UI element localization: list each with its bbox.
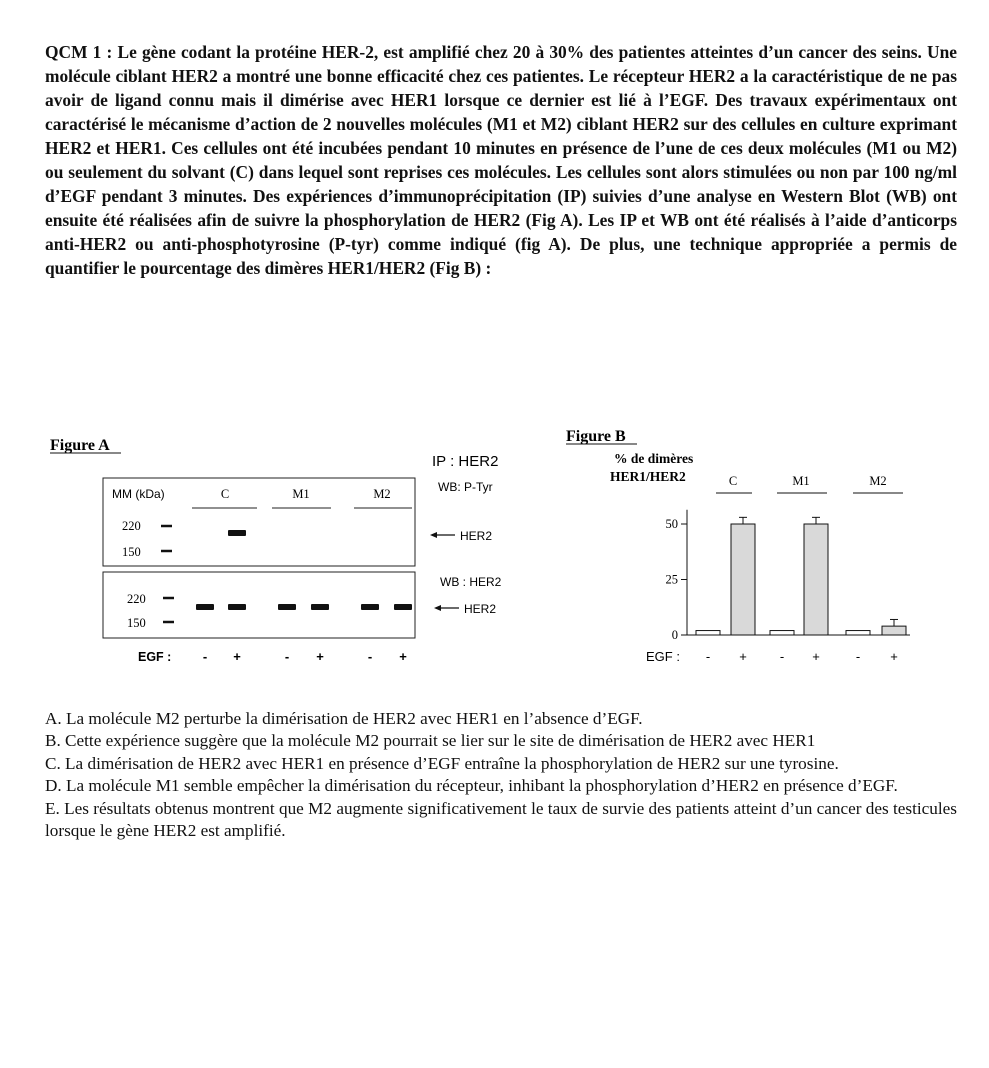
bar: [696, 631, 720, 635]
answer-option-b[interactable]: B. Cette expérience suggère que la molécule M2 pourrait se lier sur le site de dimérisation de HER2 avec HER1: [45, 731, 816, 751]
top-her2-label: HER2: [460, 529, 493, 543]
bar: [804, 524, 828, 635]
figure-a-egf-sign: -: [202, 649, 208, 664]
figure-b-egf-sign: +: [739, 649, 747, 664]
figure-b-group-label: C: [728, 474, 738, 488]
figure-b-group-label: M2: [869, 474, 887, 488]
lane-group-c: C: [220, 487, 230, 501]
bar: [731, 524, 755, 635]
bar: [846, 631, 870, 635]
bottom-blot-band: [228, 604, 246, 610]
top-her2-arrow-head: [430, 532, 437, 538]
bottom-blot-band: [196, 604, 214, 610]
ip-label: IP : HER2: [432, 453, 499, 470]
lane-group-m2: M2: [373, 487, 391, 501]
bar: [882, 626, 906, 635]
bottom-wb-label: WB : HER2: [440, 575, 502, 589]
figure-b-ylabel-line2: HER1/HER2: [610, 469, 686, 484]
answer-option-c[interactable]: C. La dimérisation de HER2 avec HER1 en présence d’EGF entraîne la phosphorylation de HER2 sur une tyrosine.: [45, 753, 839, 773]
marker-220-bottom: 220: [127, 592, 146, 606]
mm-label: MM (kDa): [112, 487, 165, 501]
figure-b-ylabel-line1: % de dimères: [614, 451, 694, 466]
bottom-her2-arrow-head: [434, 605, 441, 611]
y-tick-label: 0: [671, 628, 678, 642]
figure-b-egf-sign: +: [890, 649, 898, 664]
answer-option-e[interactable]: E. Les résultats obtenus montrent que M2 augmente significativement le taux de survie des patients atteint d’un cancer des testicules lorsque le gène HER2 est amplifié.: [45, 798, 957, 841]
figure-a-egf-sign: +: [399, 649, 407, 664]
answer-option-d[interactable]: D. La molécule M1 semble empêcher la dimérisation du récepteur, inhibant la phosphorylation d’HER2 en présence d’EGF.: [45, 776, 898, 796]
figure-b-group-label: M1: [792, 474, 810, 488]
figure-a-title: Figure A: [50, 437, 110, 454]
figure-b-egf-sign: -: [855, 649, 861, 664]
bottom-blot-band: [394, 604, 412, 610]
lane-group-m1: M1: [292, 487, 310, 501]
figure-b-title: Figure B: [566, 428, 626, 445]
figure-a-egf-sign: +: [233, 649, 241, 664]
y-tick-label: 50: [665, 517, 678, 531]
figure-a-egf-sign: -: [367, 649, 373, 664]
marker-150-top: 150: [122, 545, 141, 559]
answer-option-a[interactable]: A. La molécule M2 perturbe la dimérisation de HER2 avec HER1 en l’absence d’EGF.: [45, 709, 643, 728]
figure-a-egf-sign: +: [316, 649, 324, 664]
top-wb-label: WB: P-Tyr: [438, 480, 493, 494]
figure-a-egf-label: EGF :: [138, 650, 172, 664]
marker-220-top: 220: [122, 519, 141, 533]
figure-b-egf-sign: +: [812, 649, 820, 664]
figure-b-egf-sign: -: [779, 649, 785, 664]
bottom-blot-band: [361, 604, 379, 610]
marker-150-bottom: 150: [127, 616, 146, 630]
figure-b-egf-label: EGF :: [646, 649, 680, 664]
question-stem: QCM 1 : Le gène codant la protéine HER-2, est amplifié chez 20 à 30% des patientes atteintes d’un cancer des seins. Une molécule ciblant HER2 a montré une bonne efficacité chez ces patientes. Le récepteur HER2 a la caractéristique de ne pas avoir de ligand connu mais il dimérise avec HER1 lorsque ce dernier est lié à l’EGF. Des travaux expérimentaux ont caractérisé le mécanisme d’action de 2 nouvelles molécules (M1 et M2) ciblant HER2 sur des cellules en culture exprimant HER2 et HER1. Ces cellules ont été incubées pendant 10 minutes en présence de l’une de ces deux molécules (M1 ou M2) ou seulement du solvant (C) dans lequel sont reprises ces molécules. Les cellules sont alors stimulées ou non par 100 ng/ml d’EGF pendant 3 minutes. Des expériences d’immunoprécipitation (IP) suivies d’une analyse en Western Blot (WB) ont ensuite été réalisées afin de suivre la phosphorylation de HER2 (Fig A). Les IP et WB ont été réalisés à l’aide d’anticorps anti-HER2 ou anti-phosphotyrosine (P-tyr) comme indiqué (fig A). De plus, une technique appropriée a permis de quantifier le pourcentage des dimères HER1/HER2 (Fig B) :: [45, 42, 957, 278]
top-blot-band: [228, 530, 246, 536]
answer-options: [45, 708, 957, 842]
figure-b-egf-sign: -: [705, 649, 711, 664]
bottom-her2-label: HER2: [464, 602, 497, 616]
bottom-blot-band: [311, 604, 329, 610]
figure-a-egf-sign: -: [284, 649, 290, 664]
bar: [770, 631, 794, 635]
bottom-blot-band: [278, 604, 296, 610]
y-tick-label: 25: [665, 572, 678, 587]
